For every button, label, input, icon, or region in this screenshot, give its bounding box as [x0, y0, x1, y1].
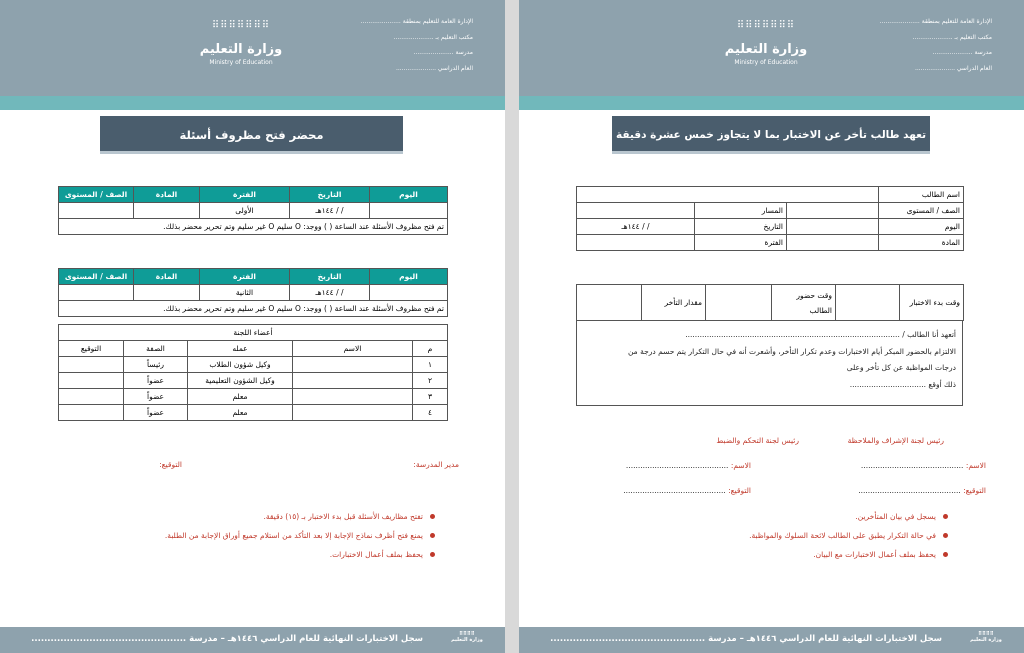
signature-label: التوقيع:	[728, 486, 751, 495]
name-row-2	[626, 461, 751, 470]
member-name[interactable]	[293, 357, 413, 373]
member-signature[interactable]	[59, 357, 124, 373]
timing-table	[576, 284, 964, 321]
page-footer	[0, 627, 505, 653]
member-num: ٣	[413, 389, 448, 405]
field-date[interactable]: / / ١٤٤هـ	[577, 219, 695, 235]
right-page	[519, 0, 1024, 653]
label-delay: مقدار التأخر	[642, 285, 706, 321]
label-level: الصف / المستوى	[879, 203, 964, 219]
pledge-line: درجات المواظبة عن كل تأخر وعلى	[846, 363, 956, 372]
pledge-text	[581, 327, 956, 393]
session1-table	[58, 186, 448, 235]
table-row	[59, 373, 448, 389]
footer-logo-text: وزارة التعليم	[451, 637, 483, 643]
cell-date[interactable]: / / ١٤٤هـ	[290, 203, 370, 219]
col-role: الصفة	[124, 341, 188, 357]
label-student-name: اسم الطالب	[879, 187, 964, 203]
member-name[interactable]	[293, 373, 413, 389]
name-dots[interactable]: ...........................................	[625, 461, 729, 470]
student-info-table	[576, 186, 964, 251]
member-job: معلم	[188, 405, 293, 421]
signature-row-2	[623, 486, 751, 495]
header-region: الإدارة العامة للتعليم بمنطقة .....................	[879, 18, 992, 25]
page-title: محضر فتح مظروف أسئلة	[100, 116, 403, 154]
col-job: عمله	[188, 341, 293, 357]
ministry-name-en: Ministry of Education	[734, 59, 798, 66]
signature-label: التوقيع:	[963, 486, 986, 495]
table-row	[59, 405, 448, 421]
ministry-logo	[186, 20, 296, 78]
member-num: ٢	[413, 373, 448, 389]
page-header	[0, 0, 505, 96]
header-level: الصف / المستوى	[59, 187, 134, 203]
member-job: وكيل شؤون الطلاب	[188, 357, 293, 373]
header-office: مكتب التعليم بـ .....................	[393, 33, 473, 41]
label-period: الفترة	[695, 235, 787, 251]
table-row	[59, 357, 448, 373]
cell-day[interactable]	[370, 285, 448, 301]
committee-table	[58, 324, 448, 421]
header-office: مكتب التعليم بـ .....................	[912, 33, 992, 41]
footer-logo-icon: ⠿⠿⠿⠿ وزارة التعليم	[451, 631, 483, 643]
header-lines	[842, 14, 992, 76]
head-control-label: رئيس لجنة التحكم والضبط	[716, 436, 799, 445]
header-year: العام الدراسي .....................	[914, 64, 992, 72]
member-role: عضواً	[124, 405, 188, 421]
footer-text: سجل الاختبارات النهائية للعام الدراسي ١٤٤٦هـ – مدرسة ................................................	[550, 634, 942, 644]
header-strip	[0, 96, 505, 110]
field-day[interactable]	[787, 219, 879, 235]
session2-table	[58, 268, 448, 317]
label-day: اليوم	[879, 219, 964, 235]
footer-logo-icon: ⠿⠿⠿⠿ وزارة التعليم	[970, 631, 1002, 643]
notes-list	[648, 512, 948, 569]
header-subject: المادة	[134, 269, 200, 285]
header-school: مدرسة .....................	[413, 49, 473, 56]
cell-day[interactable]	[370, 203, 448, 219]
pledge-line: ذلك أوقع ................................	[849, 379, 956, 389]
header-date: التاريخ	[290, 187, 370, 203]
field-track[interactable]	[577, 203, 695, 219]
header-period: الفترة	[200, 269, 290, 285]
field-level[interactable]	[787, 203, 879, 219]
header-school: مدرسة .....................	[932, 49, 992, 56]
logo-dots-icon: ⠿⠿⠿⠿⠿⠿⠿	[211, 20, 271, 31]
pledge-line: أتعهد أنا الطالب / ..........................................................................................	[685, 330, 956, 339]
ministry-name-ar: وزارة التعليم	[724, 42, 808, 57]
signature-label: التوقيع:	[159, 460, 182, 469]
member-role: عضواً	[124, 373, 188, 389]
signature-dots[interactable]: ...........................................	[858, 486, 961, 495]
page-footer	[519, 627, 1024, 653]
field-exam-start[interactable]	[836, 285, 900, 321]
header-subject: المادة	[134, 187, 200, 203]
page-title: تعهد طالب تأخر عن الاختبار بما لا يتجاوز خمس عشرة دقيقة	[612, 116, 930, 154]
member-name[interactable]	[293, 405, 413, 421]
signature-dots[interactable]: ...........................................	[623, 486, 726, 495]
opened-text: تم فتح مظروف الأسئلة عند الساعة ( ) ووجد: O سليم O غير سليم وتم تحرير محضر بذلك.	[59, 301, 448, 317]
label-exam-start: وقت بدء الاختبار	[900, 285, 964, 321]
label-date: التاريخ	[695, 219, 787, 235]
col-name: الاسم	[293, 341, 413, 357]
list-item: يسجل في بيان المتأخرين.	[648, 512, 948, 522]
name-row-1	[861, 461, 986, 470]
cell-period: الثانية	[200, 285, 290, 301]
member-signature[interactable]	[59, 405, 124, 421]
name-label: الاسم:	[730, 461, 751, 470]
pledge-box	[576, 320, 963, 406]
footer-logo-text: وزارة التعليم	[970, 637, 1002, 643]
label-track: المسار	[695, 203, 787, 219]
list-item: يحفظ بملف أعمال الاختبارات.	[15, 550, 435, 560]
cell-subject[interactable]	[134, 285, 200, 301]
cell-level[interactable]	[59, 285, 134, 301]
header-region: الإدارة العامة للتعليم بمنطقة .....................	[360, 18, 473, 25]
col-signature: التوقيع	[59, 341, 124, 357]
ministry-name-en: Ministry of Education	[209, 59, 273, 66]
notes-list	[15, 512, 435, 569]
header-date: التاريخ	[290, 269, 370, 285]
header-period: الفترة	[200, 187, 290, 203]
list-item: تفتح مظاريف الأسئلة قبل بدء الاختبار بـ (١٥) دقيقة.	[15, 512, 435, 522]
cell-date[interactable]: / / ١٤٤هـ	[290, 285, 370, 301]
logo-dots-icon: ⠿⠿⠿⠿⠿⠿⠿	[736, 20, 796, 31]
pledge-line: الالتزام بالحضور المبكر أيام الاختبارات وعدم تكرار التأخر، وأشعرت أنه في حال التكرار يتم حسم درجة من	[627, 346, 956, 356]
left-page	[0, 0, 505, 653]
opened-text: تم فتح مظروف الأسئلة عند الساعة ( ) ووجد: O سليم O غير سليم وتم تحرير محضر بذلك.	[59, 219, 448, 235]
ministry-logo	[711, 20, 821, 78]
member-signature[interactable]	[59, 389, 124, 405]
signature-row-1	[858, 486, 986, 495]
cell-subject[interactable]	[134, 203, 200, 219]
field-subject[interactable]	[787, 235, 879, 251]
label-arrival: وقت حضور الطالب	[772, 285, 836, 321]
cell-period: الأولى	[200, 203, 290, 219]
head-supervision-label: رئيس لجنة الإشراف والملاحظة	[847, 436, 944, 445]
member-signature[interactable]	[59, 373, 124, 389]
header-year: العام الدراسي .....................	[395, 64, 473, 72]
label-subject: المادة	[879, 235, 964, 251]
header-level: الصف / المستوى	[59, 269, 134, 285]
header-day: اليوم	[370, 187, 448, 203]
list-item: في حالة التكرار يطبق على الطالب لائحة السلوك والمواظبة.	[648, 531, 948, 541]
member-name[interactable]	[293, 389, 413, 405]
field-student-name[interactable]	[577, 187, 879, 203]
col-num: م	[413, 341, 448, 357]
list-item: يحفظ بملف أعمال الاختبارات مع البيان.	[648, 550, 948, 560]
field-arrival[interactable]	[706, 285, 772, 321]
name-dots[interactable]: ...........................................	[860, 461, 964, 470]
header-day: اليوم	[370, 269, 448, 285]
committee-title: أعضاء اللجنة	[59, 325, 448, 341]
table-row	[59, 389, 448, 405]
name-label: الاسم:	[965, 461, 986, 470]
member-job: معلم	[188, 389, 293, 405]
member-role: رئيساً	[124, 357, 188, 373]
member-num: ١	[413, 357, 448, 373]
field-delay[interactable]	[577, 285, 642, 321]
member-num: ٤	[413, 405, 448, 421]
member-role: عضواً	[124, 389, 188, 405]
header-lines	[323, 14, 473, 76]
member-job: وكيل الشؤون التعليمية	[188, 373, 293, 389]
page-header	[519, 0, 1024, 96]
ministry-name-ar: وزارة التعليم	[199, 42, 283, 57]
cell-level[interactable]	[59, 203, 134, 219]
footer-text: سجل الاختبارات النهائية للعام الدراسي ١٤٤٦هـ – مدرسة ................................................	[31, 634, 423, 644]
header-strip	[519, 96, 1024, 110]
list-item: يمنع فتح أظرف نماذج الإجابة إلا بعد التأكد من استلام جميع أوراق الإجابة من الطلبة.	[15, 531, 435, 541]
principal-label: مدير المدرسة:	[413, 460, 459, 469]
field-period[interactable]	[577, 235, 695, 251]
